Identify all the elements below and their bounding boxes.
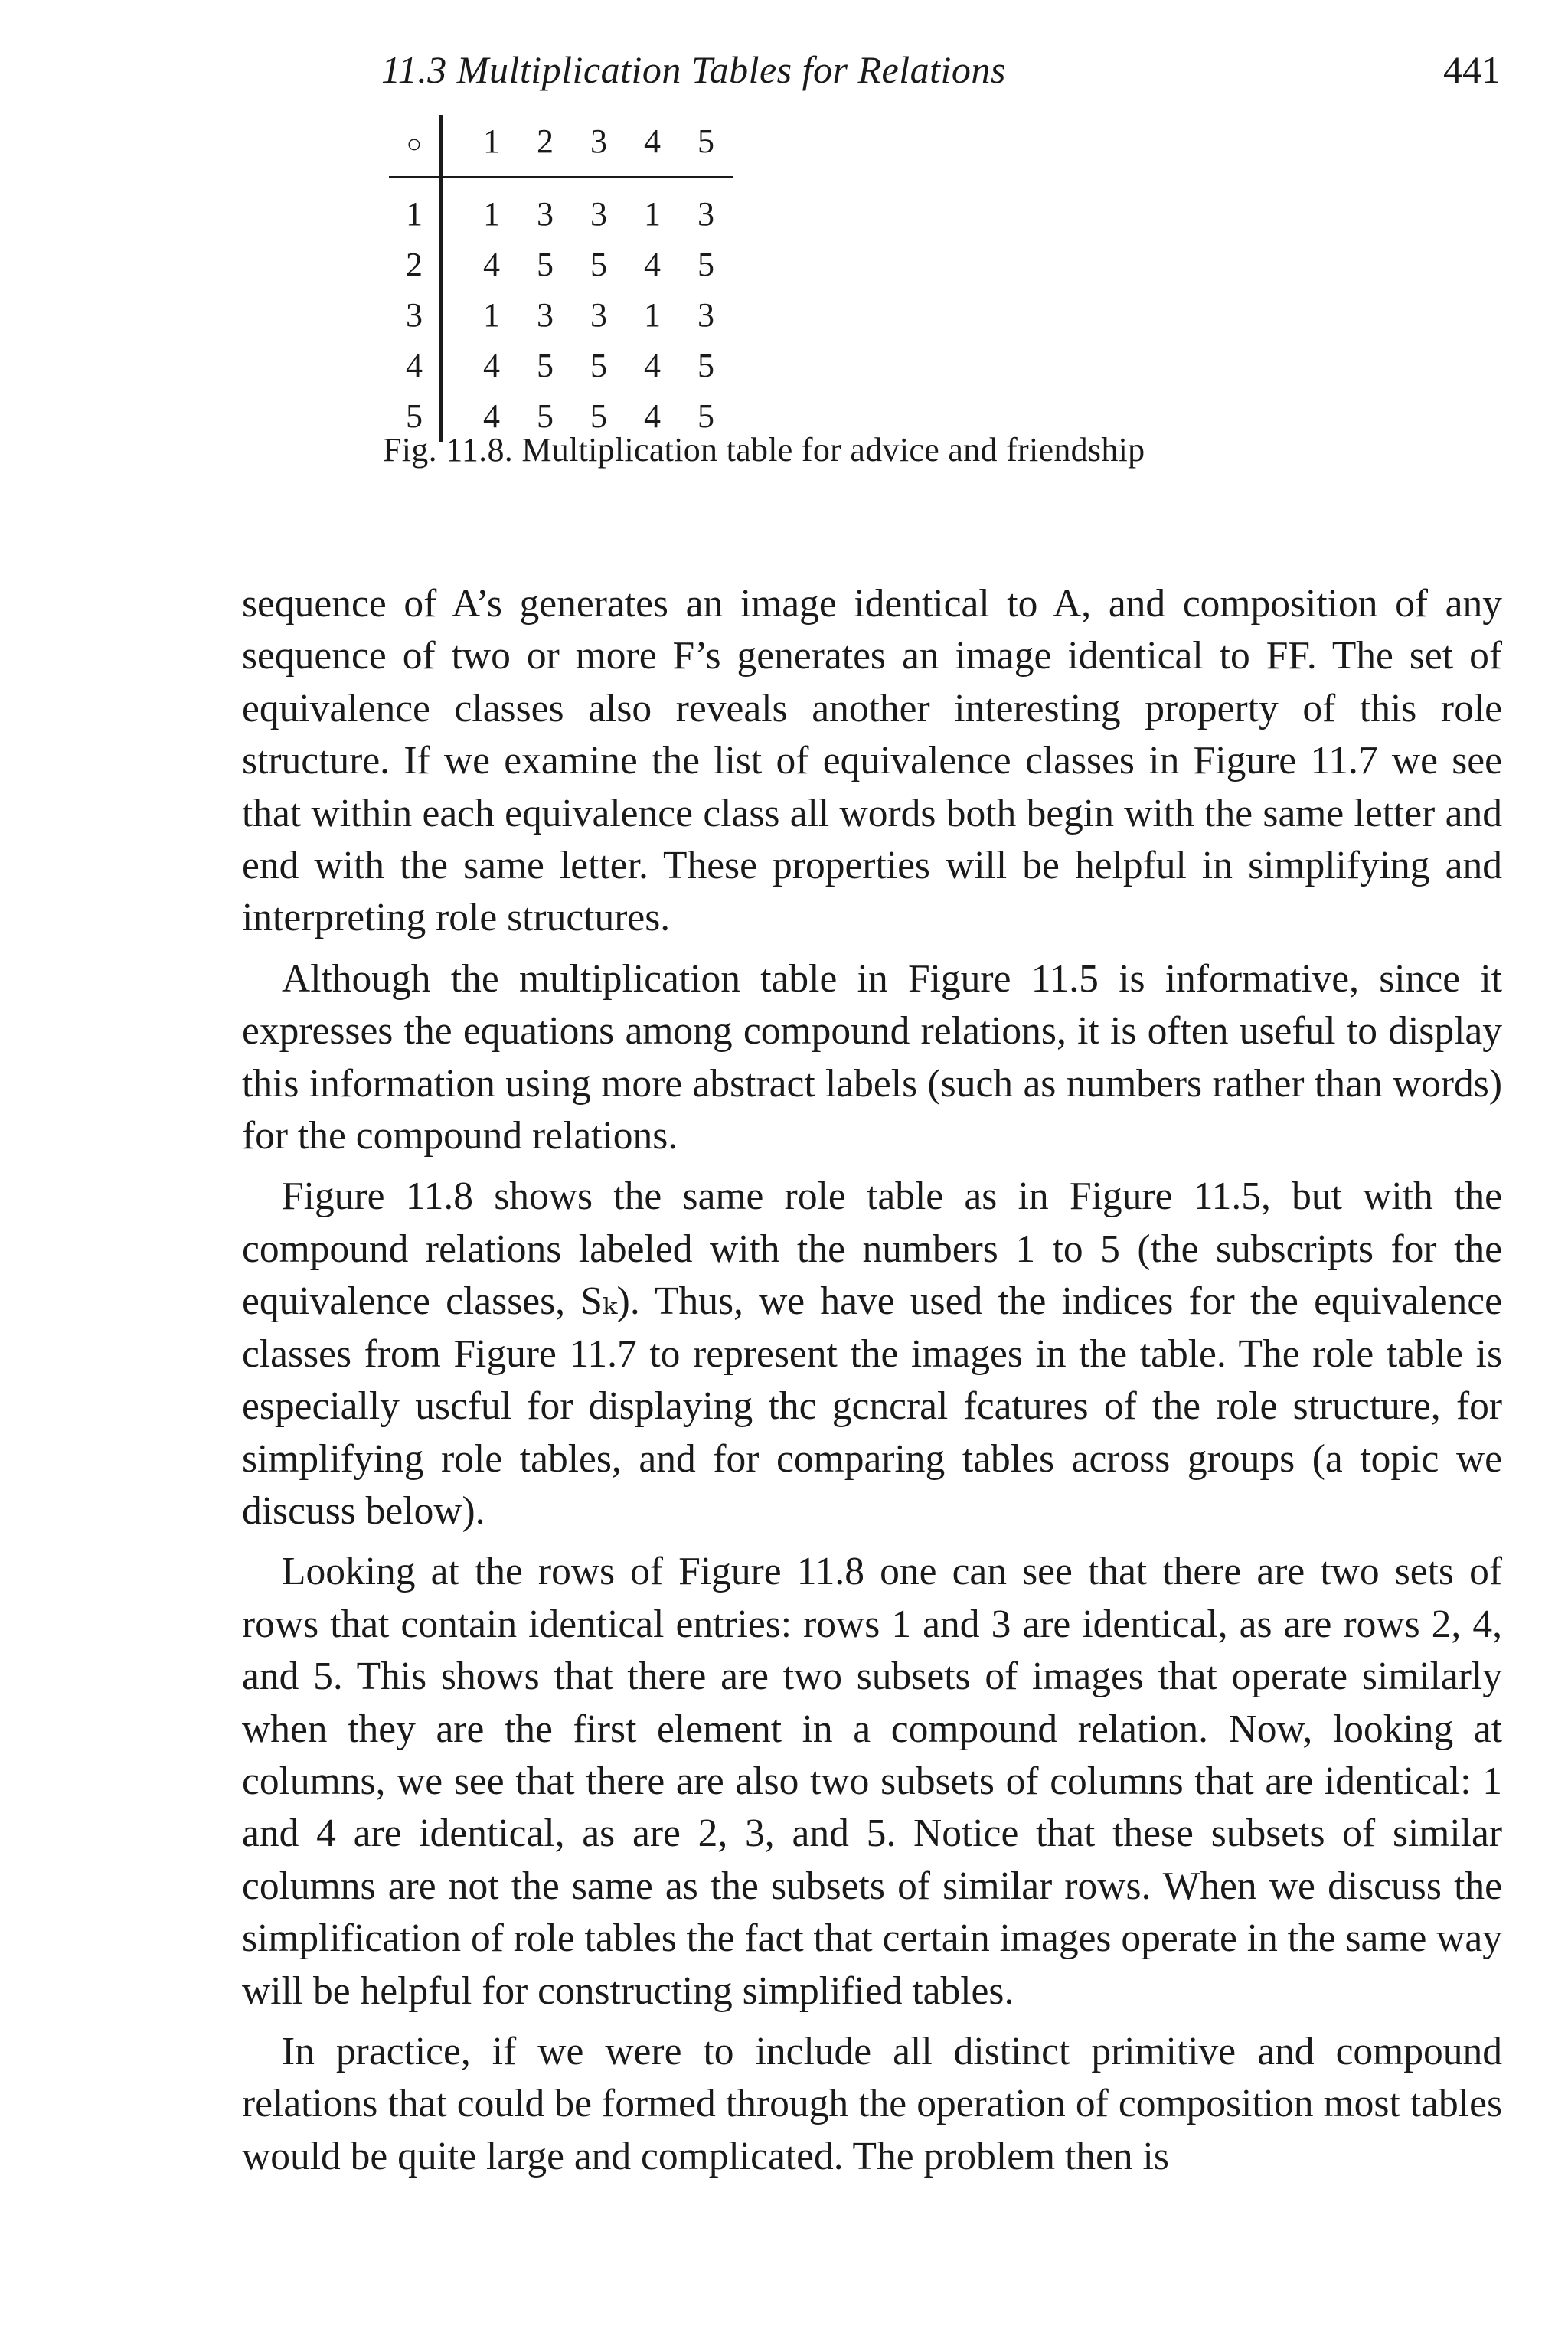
table-cell: 5 [590, 347, 607, 384]
row-header: 5 [389, 391, 442, 442]
table-cell: 4 [483, 397, 500, 435]
table-cell: 3 [537, 195, 554, 233]
table-cell: 3 [697, 296, 714, 334]
table-cell: 4 [483, 347, 500, 384]
table-cell: 4 [644, 246, 661, 283]
figure-caption: Fig. 11.8. Multiplication table for advice and friendship [383, 431, 1145, 469]
table-cell: 5 [537, 397, 554, 435]
paragraph: Figure 11.8 shows the same role table as in Figure 11.5, but with the compound relations labeled with the numbers 1 to 5 (the subscripts for the equivalence classes, Sₖ). Thus, we have used the indices for the equivalence classes from Figure 11.7 to represent the images in the table. The role table is especially uscful for displaying thc gcncral fcatures of the role structure, for simplifying role tables, and for comparing tables across groups (a topic we discuss below). [242, 1175, 1502, 1533]
paragraph: sequence of A’s generates an image identical to A, and composition of any sequence of two or more F’s generates an image identical to FF. The set of equivalence classes also reveals another interesting property of this role structure. If we examine the list of equivalence classes in Figure 11.7 we see that within each equivalence class all words both begin with the same letter and end with the same letter. These properties will be helpful in simplifying and interpreting role structures. [242, 582, 1502, 940]
row-header: 4 [389, 341, 442, 391]
table-cell: 5 [537, 246, 554, 283]
paragraph: Although the multiplication table in Figure 11.5 is informative, since it expresses the equations among compound relations, it is often useful to display this information using more abstract labels (such as numbers rather than words) for the compound relations. [242, 956, 1502, 1158]
table-cell: 5 [590, 397, 607, 435]
paragraph: Looking at the rows of Figure 11.8 one can see that there are two sets of rows that contain identical entries: rows 1 and 3 are identical, as are rows 2, 4, and 5. This shows that there are two subsets of images that operate similarly when they are the first element in a compound relation. Now, looking at columns, we see that there are also two subsets of columns that are identical: 1 and 4 are identical, as are 2, 3, and 5. Notice that these subsets of similar columns are not the same as the subsets of similar rows. When we discuss the simplification of role tables the fact that certain images operate in the same way will be helpful for constructing simplified tables. [242, 1550, 1502, 2013]
table-cell: 4 [483, 246, 500, 283]
table-header-row [389, 115, 733, 178]
table-cell: 4 [644, 347, 661, 384]
table-cell: 3 [697, 195, 714, 233]
table-row [389, 178, 733, 240]
table-cell: 1 [483, 296, 500, 334]
table-row [389, 240, 733, 290]
column-header: 2 [518, 115, 572, 178]
multiplication-table [389, 115, 733, 442]
table-cell: 5 [697, 347, 714, 384]
table-cell: 3 [590, 296, 607, 334]
page-number: 441 [1443, 48, 1501, 91]
column-header: 4 [626, 115, 679, 178]
table-cell: 5 [537, 347, 554, 384]
table-cell: 5 [590, 246, 607, 283]
row-header: 1 [389, 178, 442, 240]
column-header: 5 [679, 115, 733, 178]
column-header: 3 [572, 115, 626, 178]
table-cell: 5 [697, 397, 714, 435]
row-header: 3 [389, 290, 442, 341]
body-text [242, 578, 1502, 2191]
row-header: 2 [389, 240, 442, 290]
table-cell: 1 [644, 195, 661, 233]
table-cell: 5 [697, 246, 714, 283]
table-row [389, 341, 733, 391]
table-cell: 1 [644, 296, 661, 334]
composition-operator: ○ [389, 115, 442, 178]
paragraph: In practice, if we were to include all distinct primitive and compound relations that could be formed through the operation of composition most tables would be quite large and complicated. The problem then is [242, 2029, 1502, 2178]
column-header: 1 [442, 115, 519, 178]
table-cell: 3 [537, 296, 554, 334]
table-cell: 3 [590, 195, 607, 233]
table-cell: 1 [483, 195, 500, 233]
table-row [389, 290, 733, 341]
running-head: 11.3 Multiplication Tables for Relations [381, 48, 1006, 91]
table-cell: 4 [644, 397, 661, 435]
